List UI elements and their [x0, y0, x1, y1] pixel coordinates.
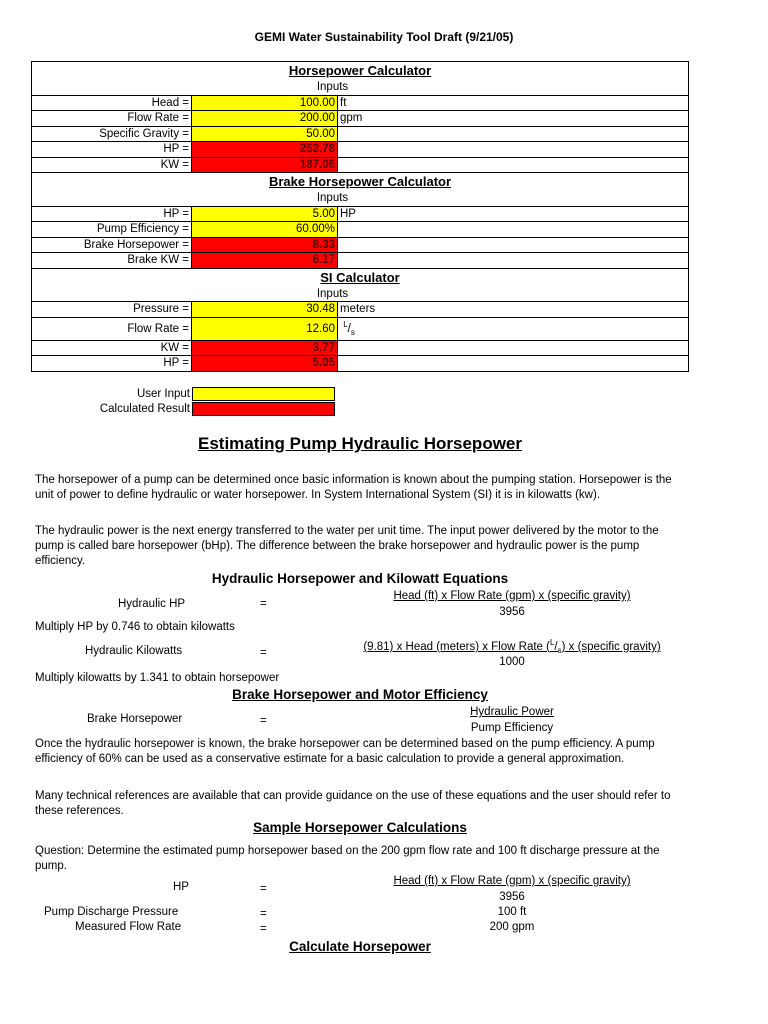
paragraph-hydraulic-power: The hydraulic power is the next energy transferred to the water per unit time. The input power delivered by the motor to the pump is called bare horsepower (bHp). The difference between the brake horsepower and hydraulic power is the pump efficiency.	[35, 525, 659, 567]
document-title: GEMI Water Sustainability Tool Draft (9/21/05)	[254, 30, 514, 44]
eq-hydraulic-hp-equals: =	[260, 598, 267, 610]
legend-calculated-result-swatch	[192, 402, 335, 416]
bhp-brake-hp-label: Brake Horsepower =	[32, 237, 192, 253]
measured-flow-rate-label: Measured Flow Rate	[75, 921, 182, 933]
eq-hydraulic-hp-denominator: 3956	[499, 606, 525, 618]
section-calculate-horsepower: Calculate Horsepower	[289, 939, 431, 954]
si-kw-result: 3.77	[192, 340, 338, 356]
eq-brake-hp-label: Brake Horsepower	[87, 713, 183, 725]
bhp-calculator-title: Brake Horsepower Calculator	[32, 173, 689, 192]
section-sample-calculations: Sample Horsepower Calculations	[253, 820, 467, 835]
eq-hydraulic-kw-label: Hydraulic Kilowatts	[85, 645, 183, 657]
hp-head-label: Head =	[32, 95, 192, 111]
note-hp-to-kw: Multiply HP by 0.746 to obtain kilowatts	[35, 621, 235, 633]
si-flow-unit: $^L/_s$	[338, 317, 408, 340]
section-hydraulic-equations: Hydraulic Horsepower and Kilowatt Equations	[211, 571, 509, 586]
pump-discharge-pressure-label: Pump Discharge Pressure	[44, 906, 179, 918]
si-calculator-title: SI Calculator	[32, 268, 689, 287]
hp-head-unit: ft	[338, 95, 408, 111]
hp-gravity-unit	[338, 126, 408, 142]
paragraph-brake-efficiency: Once the hydraulic horsepower is known, the brake horsepower can be determined based on the pump efficiency. A pump efficiency of 60% can be used as a conservative estimate for a basic calculation to provide a general approximation.	[35, 738, 655, 765]
eq-brake-hp-equals: =	[260, 715, 267, 727]
eq-sample-hp-label: HP	[173, 881, 189, 893]
si-inputs-label: Inputs	[316, 287, 349, 300]
hp-flow-unit: gpm	[338, 111, 408, 127]
si-hp-label: HP =	[32, 356, 192, 372]
eq-brake-hp-denominator: Pump Efficiency	[470, 722, 554, 734]
bhp-brake-kw-label: Brake KW =	[32, 253, 192, 269]
eq-sample-hp-numerator: Head (ft) x Flow Rate (gpm) x (specific gravity)	[393, 875, 631, 887]
hp-head-input[interactable]: 100.00	[192, 95, 338, 111]
article-heading: Estimating Pump Hydraulic Horsepower	[197, 434, 522, 453]
bhp-hp-unit: HP	[338, 206, 408, 222]
si-flow-label: Flow Rate =	[32, 317, 192, 340]
si-flow-input[interactable]: 12.60	[192, 317, 338, 340]
hp-kw-result: 187.06	[192, 157, 338, 173]
si-pressure-label: Pressure =	[32, 302, 192, 318]
eq-hydraulic-hp-numerator: Head (ft) x Flow Rate (gpm) x (specific gravity)	[393, 590, 631, 602]
measured-flow-rate-value: 200 gpm	[489, 921, 535, 933]
eq-hydraulic-kw-numerator: (9.81) x Head (meters) x Flow Rate $(^L/_s)$ x (specific gravity)	[363, 638, 661, 656]
hp-hp-result: 252.78	[192, 142, 338, 158]
bhp-hp-label: HP =	[32, 206, 192, 222]
si-kw-label: KW =	[32, 340, 192, 356]
eq-hydraulic-hp-label: Hydraulic HP	[118, 598, 186, 610]
section-brake-horsepower: Brake Horsepower and Motor Efficiency	[232, 687, 488, 702]
pump-discharge-pressure-equals: =	[260, 908, 267, 920]
eq-hydraulic-kw-equals: =	[260, 647, 267, 659]
bhp-efficiency-label: Pump Efficiency =	[32, 222, 192, 238]
paragraph-references: Many technical references are available that can provide guidance on the use of these equations and the user should refer to these references.	[35, 790, 671, 817]
hp-hp-label: HP =	[32, 142, 192, 158]
bhp-efficiency-input[interactable]: 60.00%	[192, 222, 338, 238]
hp-calculator-title: Horsepower Calculator	[32, 62, 689, 81]
legend-calculated-result-label: Calculated Result	[99, 402, 190, 415]
eq-sample-hp-equals: =	[260, 883, 267, 895]
paragraph-question: Question: Determine the estimated pump horsepower based on the 200 gpm flow rate and 100 ft discharge pressure at the pump.	[35, 845, 660, 872]
hp-gravity-input[interactable]: 50.00	[192, 126, 338, 142]
hp-flow-input[interactable]: 200.00	[192, 111, 338, 127]
hp-kw-label: KW =	[32, 157, 192, 173]
si-pressure-input[interactable]: 30.48	[192, 302, 338, 318]
note-kw-to-hp: Multiply kilowatts by 1.341 to obtain horsepower	[35, 672, 280, 684]
paragraph-intro: The horsepower of a pump can be determined once basic information is known about the pumping station. Horsepower is the unit of power to define hydraulic or water horsepower. In System International System (SI) it is in kilowatts (kw).	[35, 474, 672, 501]
pump-discharge-pressure-value: 100 ft	[497, 906, 527, 918]
eq-sample-hp-denominator: 3956	[499, 891, 525, 903]
hp-flow-label: Flow Rate =	[32, 111, 192, 127]
hp-gravity-label: Specific Gravity =	[32, 126, 192, 142]
eq-brake-hp-numerator: Hydraulic Power	[470, 706, 554, 718]
si-pressure-unit: meters	[338, 302, 408, 318]
eq-hydraulic-kw-denominator: 1000	[499, 656, 525, 668]
bhp-hp-input[interactable]: 5.00	[192, 206, 338, 222]
calculator-table	[31, 61, 689, 372]
bhp-brake-hp-result: 8.33	[192, 237, 338, 253]
measured-flow-rate-equals: =	[260, 923, 267, 935]
hp-inputs-label: Inputs	[316, 81, 349, 94]
bhp-inputs-label: Inputs	[316, 192, 349, 205]
legend-user-input-swatch	[192, 387, 335, 401]
color-legend	[70, 386, 335, 416]
bhp-brake-kw-result: 6.17	[192, 253, 338, 269]
legend-user-input-label: User Input	[136, 387, 190, 400]
si-hp-result: 5.05	[192, 356, 338, 372]
